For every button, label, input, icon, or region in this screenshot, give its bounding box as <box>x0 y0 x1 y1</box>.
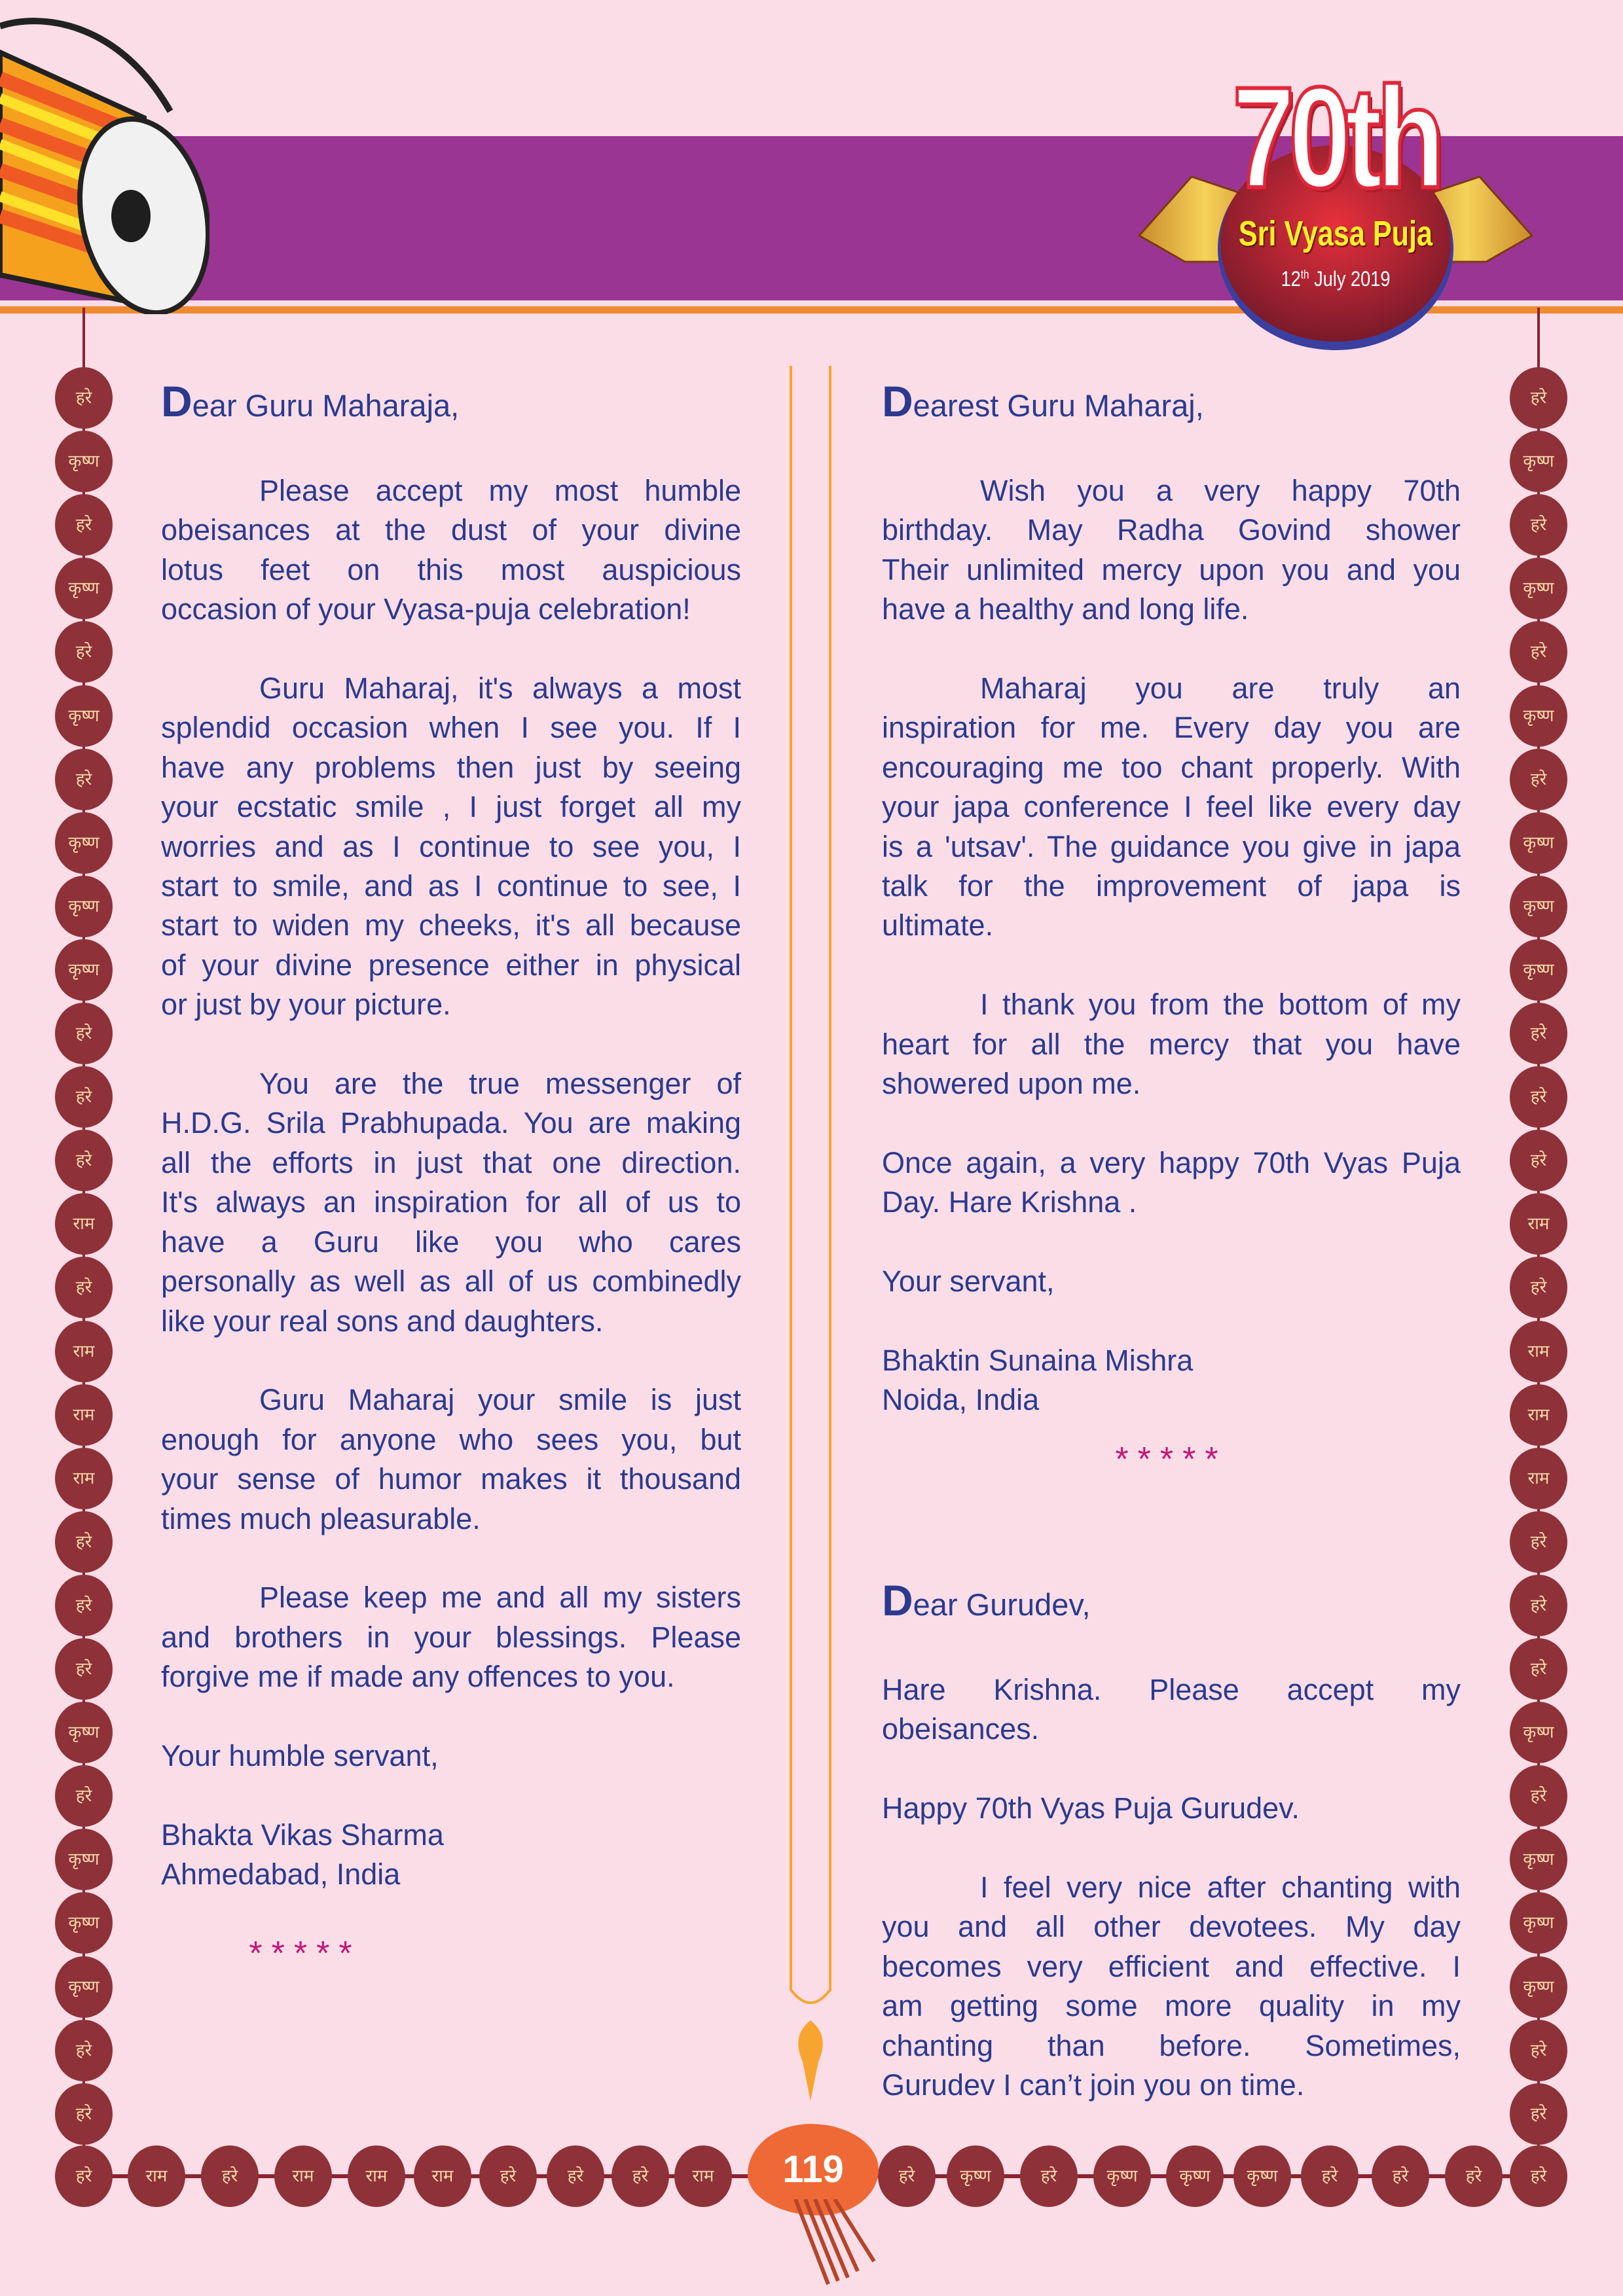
bead-left: कृष्ण <box>55 431 113 492</box>
bead-left: हरे <box>55 749 113 810</box>
bead-bottom: हरे <box>201 2145 259 2207</box>
signature-line: Bhakta Vikas Sharma <box>161 1818 444 1852</box>
bead-bottom: हरे <box>55 2145 113 2207</box>
bead-bottom: कृष्ण <box>1093 2145 1151 2207</box>
paragraph-line: becomes very efficient and effective. I <box>882 1949 1461 1983</box>
bead-left: कृष्ण <box>55 812 113 874</box>
bead-bottom: हरे <box>1020 2145 1078 2207</box>
paragraph-line: of your divine presence either in physical <box>161 948 741 982</box>
bead-bottom: हरे <box>878 2145 936 2207</box>
bead-right: हरे <box>1510 1638 1567 1700</box>
badge-date-month-year: July 2019 <box>1314 267 1391 291</box>
paragraph-line: obeisances. <box>882 1712 1040 1746</box>
letter-paragraph <box>882 985 1461 1103</box>
paragraph-line: your sense of humor makes it thousand <box>161 1462 741 1496</box>
paragraph-line: is a 'utsav'. The guidance you give in japa <box>882 829 1461 863</box>
bead-left: कृष्ण <box>55 1892 113 1954</box>
bead-left: हरे <box>55 1511 113 1573</box>
bead-left: कृष्ण <box>55 1829 113 1890</box>
bead-left: हरे <box>55 367 113 429</box>
letter-signature <box>882 1341 1461 1420</box>
bead-right: हरे <box>1510 1511 1567 1573</box>
paragraph-line: Once again, a very happy 70th Vyas Puja <box>882 1145 1461 1179</box>
bead-bottom: राम <box>674 2145 732 2207</box>
paragraph-line: splendid occasion when I see you. If I <box>161 711 741 745</box>
paragraph-line: ultimate. <box>882 908 994 942</box>
bead-left: हरे <box>55 2020 113 2081</box>
bead-left: कृष्ण <box>55 876 113 937</box>
paragraph-line: have a healthy and long life. <box>882 592 1249 626</box>
bead-left: हरे <box>55 494 113 556</box>
bead-right: कृष्ण <box>1510 558 1567 619</box>
paragraph-line: Happy 70th Vyas Puja Gurudev. <box>882 1791 1300 1825</box>
bead-right: हरे <box>1510 494 1567 556</box>
letter-paragraph <box>882 1143 1461 1223</box>
paragraph-line: Wish you a very happy 70th <box>980 474 1461 507</box>
bead-left: हरे <box>55 1575 113 1636</box>
letter-paragraph <box>882 669 1461 946</box>
bead-left: हरे <box>55 1003 113 1064</box>
paragraph-line: or just by your picture. <box>161 988 451 1022</box>
paragraph-line: Maharaj you are truly an <box>980 672 1461 706</box>
paragraph-line: you and all other devotees. My day <box>882 1910 1461 1944</box>
paragraph-line: enough for anyone who sees you, but <box>161 1422 741 1456</box>
bead-right: हरे <box>1510 1003 1567 1064</box>
bead-bottom: राम <box>274 2145 332 2207</box>
bead-bottom: राम <box>414 2145 471 2207</box>
paragraph-line: times much pleasurable. <box>161 1501 481 1535</box>
paragraph-line: chanting than before. Sometimes, <box>882 2028 1461 2062</box>
bead-left: राम <box>55 1384 113 1446</box>
letter-paragraph <box>161 669 741 1025</box>
bead-left: कृष्ण <box>55 558 113 619</box>
paragraph-line: inspiration for me. Every day you are <box>882 711 1461 745</box>
letter-greeting <box>882 378 1461 429</box>
letter-signature <box>161 1816 741 1895</box>
paragraph-line: Hare Krishna. Please accept my <box>882 1673 1461 1706</box>
paragraph-line: worries and as I continue to see you, I <box>161 829 741 863</box>
bead-bottom: हरे <box>1445 2145 1503 2207</box>
bead-bottom: कृष्ण <box>947 2145 1004 2207</box>
paragraph-line: I thank you from the bottom of my <box>980 988 1461 1022</box>
mridanga-drum-illustration <box>0 0 210 314</box>
paragraph-line: It's always an inspiration for all of us to <box>161 1185 741 1219</box>
paragraph-line: I feel very nice after chanting with <box>980 1871 1461 1904</box>
badge-date-day: 12 <box>1281 267 1301 291</box>
bead-right: कृष्ण <box>1510 939 1567 1001</box>
paragraph-line: Guru Maharaj, it's always a most <box>259 672 741 706</box>
bead-right: कृष्ण <box>1510 685 1567 747</box>
paragraph-line: have a Guru like you who cares <box>161 1225 741 1259</box>
paragraph-line: occasion of your Vyasa-puja celebration! <box>161 592 691 626</box>
bead-bottom: राम <box>128 2145 185 2207</box>
letter-separator: ***** <box>249 1934 361 1973</box>
bead-right: कृष्ण <box>1510 431 1567 492</box>
bead-right: हरे <box>1510 621 1567 683</box>
letter-paragraph <box>161 1064 741 1341</box>
letter-separator: ***** <box>1115 1441 1228 1479</box>
letter-closing: Your humble servant, <box>161 1738 439 1772</box>
bead-bottom: राम <box>348 2145 405 2207</box>
bead-bottom: हरे <box>1372 2145 1429 2207</box>
paragraph-line: have any problems then just by seeing <box>161 750 741 784</box>
letter-paragraph <box>161 471 741 630</box>
paragraph-line: Their unlimited mercy upon you and you <box>882 552 1461 586</box>
bead-right: हरे <box>1510 1575 1567 1636</box>
bead-left: राम <box>55 1321 113 1382</box>
paragraph-line: Gurudev I can’t join you on time. <box>882 2068 1305 2102</box>
letter-sunaina-mishra <box>882 378 1461 1479</box>
bead-left: हरे <box>55 1765 113 1827</box>
bead-right: कृष्ण <box>1510 1829 1567 1890</box>
bead-right: हरे <box>1510 1765 1567 1827</box>
bead-left: हरे <box>55 2083 113 2145</box>
paragraph-line: start to smile, and as I continue to see, I <box>161 869 741 903</box>
badge-date <box>1230 268 1442 289</box>
letter-vikas-sharma <box>161 378 741 1973</box>
letter-paragraph <box>882 1789 1461 1828</box>
tassel-icon <box>789 2199 887 2291</box>
bead-left: कृष्ण <box>55 939 113 1001</box>
signature-line: Noida, India <box>882 1383 1040 1417</box>
paragraph-line: like your real sons and daughters. <box>161 1304 604 1338</box>
bead-right: हरे <box>1510 367 1567 429</box>
bead-bottom: हरे <box>611 2145 669 2207</box>
paragraph-line: obeisances at the dust of your divine <box>161 513 741 547</box>
letter-paragraph <box>161 1578 741 1696</box>
greeting-drop-cap: D <box>882 377 913 425</box>
greeting-drop-cap: D <box>882 1576 913 1624</box>
paragraph-line: You are the true messenger of <box>259 1067 741 1101</box>
bead-right: हरे <box>1510 2020 1567 2081</box>
paragraph-line: talk for the improvement of japa is <box>882 869 1461 903</box>
bead-bottom: हरे <box>1510 2145 1567 2207</box>
greeting-text: ear Gurudev, <box>913 1587 1091 1622</box>
badge-number: 70th <box>1232 57 1439 218</box>
paragraph-line: personally as well as all of us combinedly <box>161 1265 741 1299</box>
bead-right: राम <box>1510 1321 1567 1382</box>
bead-bottom: हरे <box>1301 2145 1359 2207</box>
letter-paragraph <box>882 1670 1461 1749</box>
bead-right: कृष्ण <box>1510 876 1567 937</box>
bead-bottom: कृष्ण <box>1166 2145 1224 2207</box>
bead-left: कृष्ण <box>55 1956 113 2018</box>
paragraph-line: heart for all the mercy that you have <box>882 1027 1461 1061</box>
bead-left: हरे <box>55 1638 113 1700</box>
greeting-text: ear Guru Maharaja, <box>192 388 460 423</box>
bead-right: हरे <box>1510 749 1567 810</box>
bead-right: हरे <box>1510 1066 1567 1128</box>
greeting-text: earest Guru Maharaj, <box>913 388 1204 423</box>
paragraph-line: birthday. May Radha Govind shower <box>882 513 1461 547</box>
bead-left: कृष्ण <box>55 1702 113 1763</box>
paragraph-line: lotus feet on this most auspicious <box>161 552 741 586</box>
paragraph-line: encouraging me too chant properly. With <box>882 750 1461 784</box>
letter-paragraph <box>882 471 1461 630</box>
bead-bottom: कृष्ण <box>1233 2145 1291 2207</box>
paragraph-line: and brothers in your blessings. Please <box>161 1620 741 1654</box>
bead-right: कृष्ण <box>1510 1956 1567 2018</box>
paragraph-line: Guru Maharaj your smile is just <box>259 1383 741 1417</box>
bead-left: हरे <box>55 1130 113 1191</box>
letter-greeting <box>882 1577 1461 1628</box>
letter-paragraph <box>161 1380 741 1539</box>
badge-date-suffix: th <box>1300 268 1309 281</box>
letter-closing: Your servant, <box>882 1265 1055 1299</box>
bead-right: राम <box>1510 1193 1567 1255</box>
paragraph-line: am getting some more quality in my <box>882 1989 1461 2023</box>
bead-right: हरे <box>1510 2083 1567 2145</box>
bead-right: राम <box>1510 1384 1567 1446</box>
paragraph-line: H.D.G. Srila Prabhupada. You are making <box>161 1106 741 1140</box>
bead-left: राम <box>55 1448 113 1509</box>
paragraph-line: forgive me if made any offences to you. <box>161 1660 675 1694</box>
paragraph-line: showered upon me. <box>882 1067 1141 1101</box>
bead-right: कृष्ण <box>1510 1702 1567 1763</box>
paragraph-line: Please accept my most humble <box>259 474 741 507</box>
bead-right: कृष्ण <box>1510 1892 1567 1954</box>
bead-right: राम <box>1510 1448 1567 1509</box>
letter-dear-gurudev <box>882 1577 1461 2145</box>
bead-left: हरे <box>55 1066 113 1128</box>
bead-left: हरे <box>55 1257 113 1318</box>
signature-line: Ahmedabad, India <box>161 1857 401 1892</box>
bead-bottom: हरे <box>479 2145 537 2207</box>
bead-left: हरे <box>55 621 113 683</box>
letter-greeting <box>161 378 741 429</box>
paragraph-line: your ecstatic smile , I just forget all my <box>161 790 741 824</box>
bead-right: हरे <box>1510 1257 1567 1318</box>
bead-right: कृष्ण <box>1510 812 1567 874</box>
bead-left: कृष्ण <box>55 685 113 747</box>
paragraph-line: Day. Hare Krishna . <box>882 1185 1137 1219</box>
bead-right: हरे <box>1510 1130 1567 1191</box>
signature-line: Bhaktin Sunaina Mishra <box>882 1343 1194 1377</box>
badge-title: Sri Vyasa Puja <box>1238 214 1433 253</box>
greeting-drop-cap: D <box>161 377 192 425</box>
paragraph-line: all the efforts in just that one direction. <box>161 1145 741 1179</box>
bead-left: राम <box>55 1193 113 1255</box>
letter-paragraph <box>882 1868 1461 2105</box>
paragraph-line: Please keep me and all my sisters <box>259 1581 741 1615</box>
paragraph-line: your japa conference I feel like every day <box>882 790 1461 824</box>
page-number: 119 <box>748 2124 879 2215</box>
paragraph-line: start to widen my cheeks, it's all because <box>161 908 741 942</box>
bead-bottom: हरे <box>547 2145 604 2207</box>
